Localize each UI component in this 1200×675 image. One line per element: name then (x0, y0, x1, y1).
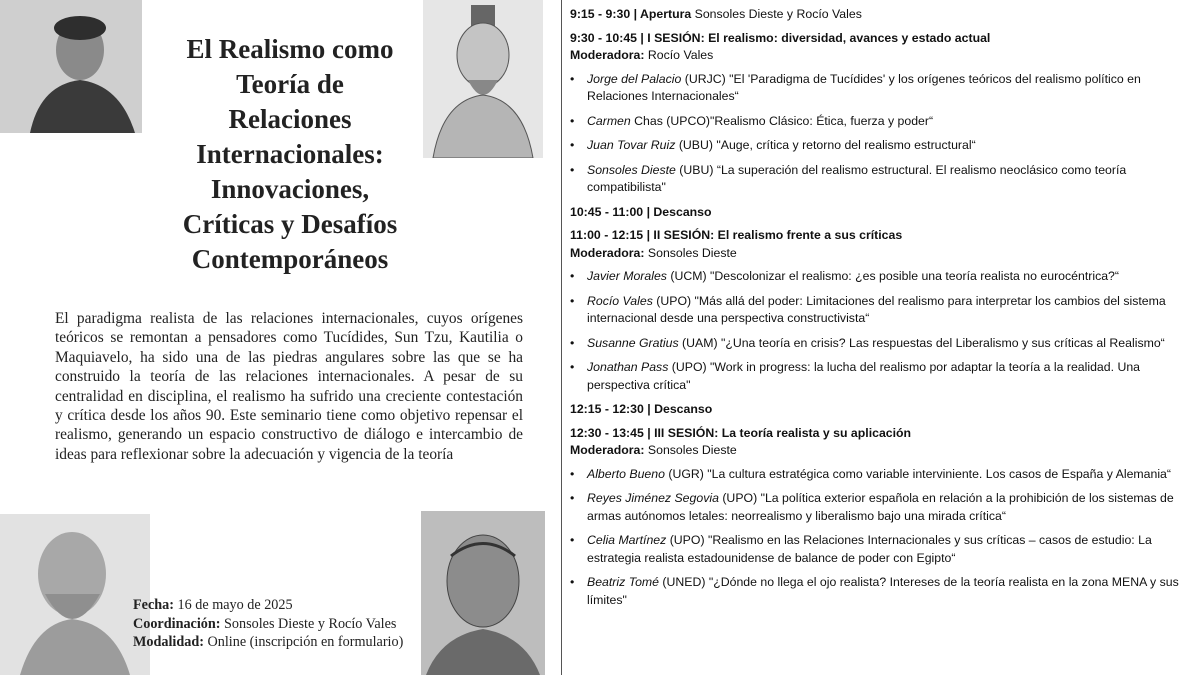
title-line: Relaciones (228, 104, 352, 134)
moderator-name: Sonsoles Dieste (644, 245, 737, 260)
talk-title: (UCM) "Descolonizar el realismo: ¿es posible una teoría realista no eurocéntrica?“ (666, 269, 1119, 283)
title-line: Contemporáneos (191, 244, 389, 274)
moderator-label: Moderadora: (570, 48, 645, 62)
talk-item (570, 532, 1190, 567)
date-line (133, 596, 403, 615)
talk-title: (UPO) "Más allá del poder: Limitaciones del realismo para interpretar los cambios del sistema internacional desde una perspectiva constructivista“ (587, 293, 1166, 325)
title-line: El Realismo como (186, 34, 394, 64)
speaker: Rocío Vales (587, 293, 653, 308)
talk-item (570, 268, 1190, 286)
break-1 (570, 204, 1190, 222)
talk-title: (UBU) “La superación del realismo estructural. El realismo neoclásico como teoría compatibilista" (587, 162, 1127, 194)
talk-title: (UBU) "Auge, crítica y retorno del realismo estructural“ (675, 138, 976, 152)
talk-item (570, 574, 1190, 609)
talk-item (570, 137, 1190, 155)
title-line: Críticas y Desafíos (182, 209, 398, 239)
coordination-line (133, 615, 403, 634)
speaker: Javier Morales (587, 269, 667, 283)
program-panel (570, 6, 1190, 616)
speaker: Juan Tovar Ruiz (587, 138, 676, 152)
modality-label: Modalidad: (133, 634, 204, 650)
speaker: Jorge del Palacio (587, 71, 682, 86)
break-label: 12:15 - 12:30 | Descanso (570, 402, 713, 416)
talk-item (570, 113, 1190, 131)
speaker: Beatriz Tomé (587, 575, 659, 589)
opening-slot (570, 6, 1190, 24)
moderator-label: Moderadora: (570, 245, 645, 260)
moderator-name: Rocío Vales (644, 48, 714, 62)
session-2-heading: 11:00 - 12:15 | II SESIÓN: El realismo frente a sus críticas (570, 228, 903, 242)
talk-title: (UNED) "¿Dónde no llega el ojo realista? Intereses de la teoría realista en la zona MENA y sus límites" (587, 575, 1179, 607)
talk-title: (UGR) "La cultura estratégica como variable interviniente. Los casos de España y Alemania“ (664, 466, 1171, 481)
opening-time: 9:15 - 9:30 | (570, 7, 640, 21)
moderator-name: Sonsoles Dieste (644, 443, 737, 457)
talk-title: Chas (UPCO)"Realismo Clásico: Ética, fuerza y poder“ (630, 113, 934, 128)
session-1 (570, 30, 1190, 65)
kautilya-portrait (421, 511, 545, 675)
seminar-title (160, 32, 420, 277)
session-1-heading: 9:30 - 10:45 | I SESIÓN: El realismo: diversidad, avances y estado actual (570, 30, 991, 45)
talk-item (570, 71, 1190, 106)
speaker: Celia Martínez (587, 533, 667, 547)
talk-item (570, 293, 1190, 328)
talk-title: (UPO) "Realismo en las Relaciones Internacionales y sus críticas – casos de estudio: La estrategia realista estadounidense de balance de poder con Egipto“ (587, 533, 1152, 565)
session-3-heading: 12:30 - 13:45 | III SESIÓN: La teoría realista y su aplicación (570, 425, 912, 440)
speaker: Carmen (587, 113, 631, 128)
thucydides-bust (0, 514, 150, 675)
speaker: Sonsoles Dieste (587, 162, 676, 177)
abstract-text: El paradigma realista de las relaciones internacionales, cuyos orígenes teóricos se remontan a pensadores como Tucídides, Sun Tzu, Kautilia o Maquiavelo, ha sido una de las piedras angulares sobre las que se ha construido la teoría de las relaciones internacionales. A pesar de su centralidad en disciplina, el realismo ha sufrido una creciente contestación y crítica desde los años 90. Este seminario tiene como objetivo repensar el realismo, generando un espacio constructivo de diálogo e intercambio de ideas para reflexionar sobre la adecuación y vigencia de la teoría (55, 310, 523, 463)
break-2 (570, 401, 1190, 419)
date-value: 16 de mayo de 2025 (177, 597, 293, 613)
speaker: Susanne Gratius (587, 335, 679, 350)
talk-title: (UPO) "La política exterior española en relación a la prohibición de los sistemas de armas autónomos letales: neorrealismo y liberalismo bajo una mirada crítica“ (587, 491, 1174, 523)
talk-item (570, 359, 1190, 394)
talk-item (570, 335, 1190, 353)
opening-label: Apertura (639, 7, 692, 21)
break-label: 10:45 - 11:00 | Descanso (570, 204, 712, 219)
machiavelli-portrait (0, 0, 142, 133)
title-line: Internacionales: (196, 139, 384, 169)
talk-title: (UAM) "¿Una teoría en crisis? Las respuestas del Liberalismo y sus críticas al Realismo“ (678, 335, 1165, 350)
opening-speakers: Sonsoles Dieste y Rocío Vales (691, 7, 862, 21)
speaker: Alberto Bueno (587, 466, 665, 481)
divider (561, 0, 562, 675)
title-line: Teoría de (236, 69, 344, 99)
talk-item (570, 162, 1190, 197)
title-line: Innovaciones, (210, 174, 370, 204)
talk-title: (UPO) "Work in progress: la lucha del realismo por adaptar la teoría a la realidad. Una perspectiva crítica" (587, 360, 1141, 392)
session-3 (570, 425, 1190, 460)
speaker: Reyes Jiménez Segovia (587, 491, 719, 505)
date-label: Fecha: (133, 597, 174, 613)
moderator-label: Moderadora: (570, 443, 645, 457)
coordination-label: Coordinación: (133, 615, 221, 632)
sun-tzu-portrait (423, 0, 543, 158)
talk-title: (URJC) "El 'Paradigma de Tucídides' y los orígenes teóricos del realismo político en Relaciones Internacionales“ (587, 71, 1141, 103)
talk-item (570, 466, 1190, 484)
speaker: Jonathan Pass (587, 360, 669, 374)
session-2 (570, 227, 1190, 262)
coordination-value: Sonsoles Dieste y Rocío Vales (224, 615, 397, 632)
left-panel (0, 0, 560, 675)
modality-line (133, 633, 403, 652)
seminar-details (133, 596, 403, 652)
talk-item (570, 490, 1190, 525)
modality-value: Online (inscripción en formulario) (207, 634, 404, 650)
